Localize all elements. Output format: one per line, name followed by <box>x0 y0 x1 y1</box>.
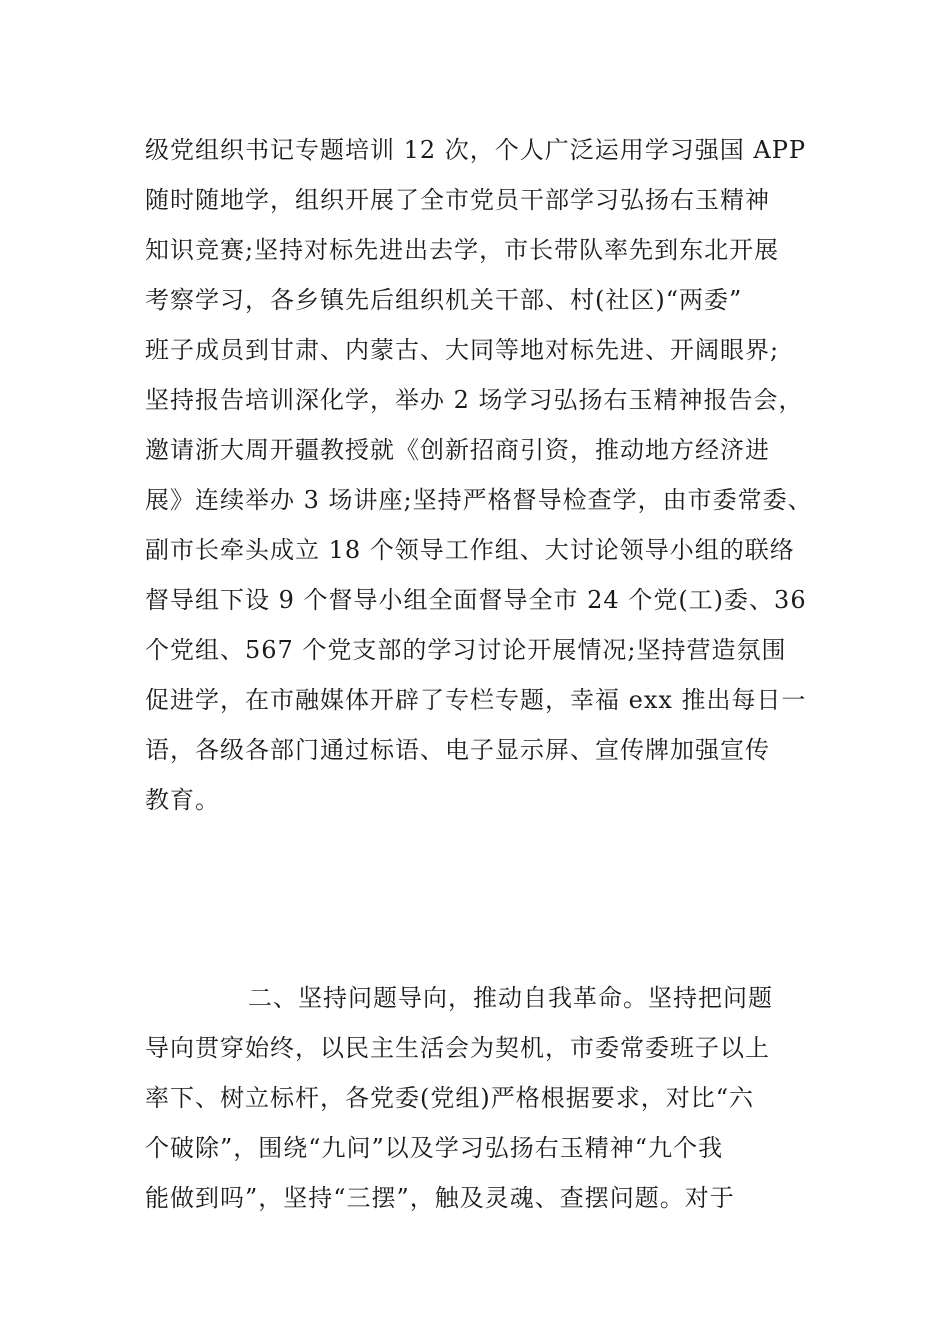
text-line: 考察学习，各乡镇先后组织机关干部、村(社区)“两委” <box>145 286 743 314</box>
text-line: 个破除”，围绕“九问”以及学习弘扬右玉精神“九个我 <box>145 1134 724 1162</box>
section-heading-line: 二、坚持问题导向，推动自我革命。坚持把问题 <box>248 984 773 1012</box>
text-line: 能做到吗”，坚持“三摆”，触及灵魂、查摆问题。对于 <box>145 1184 735 1212</box>
text-line: 督导组下设 9 个督导小组全面督导全市 24 个党(工)委、36 <box>145 586 807 614</box>
text-line: 率下、树立标杆，各党委(党组)严格根据要求，对比“六 <box>145 1084 754 1112</box>
text-line: 展》连续举办 3 场讲座;坚持严格督导检查学，由市委常委、 <box>145 486 813 514</box>
text-line: 促进学，在市融媒体开辟了专栏专题，幸福 exx 推出每日一 <box>145 686 807 714</box>
text-line: 导向贯穿始终，以民主生活会为契机，市委常委班子以上 <box>145 1034 770 1062</box>
text-line: 语，各级各部门通过标语、电子显示屏、宣传牌加强宣传 <box>145 736 770 764</box>
text-line: 知识竞赛;坚持对标先进出去学，市长带队率先到东北开展 <box>145 236 780 264</box>
text-line: 邀请浙大周开疆教授就《创新招商引资，推动地方经济进 <box>145 436 770 464</box>
text-line: 坚持报告培训深化学，举办 2 场学习弘扬右玉精神报告会， <box>145 386 804 414</box>
text-line: 级党组织书记专题培训 12 次，个人广泛运用学习强国 APP <box>145 136 807 164</box>
text-line: 副市长牵头成立 18 个领导工作组、大讨论领导小组的联络 <box>145 536 795 564</box>
text-line: 班子成员到甘肃、内蒙古、大同等地对标先进、开阔眼界; <box>145 336 780 364</box>
text-line: 随时随地学，组织开展了全市党员干部学习弘扬右玉精神 <box>145 186 770 214</box>
text-line: 个党组、567 个党支部的学习讨论开展情况;坚持营造氛围 <box>145 636 787 664</box>
text-line: 教育。 <box>145 786 220 814</box>
